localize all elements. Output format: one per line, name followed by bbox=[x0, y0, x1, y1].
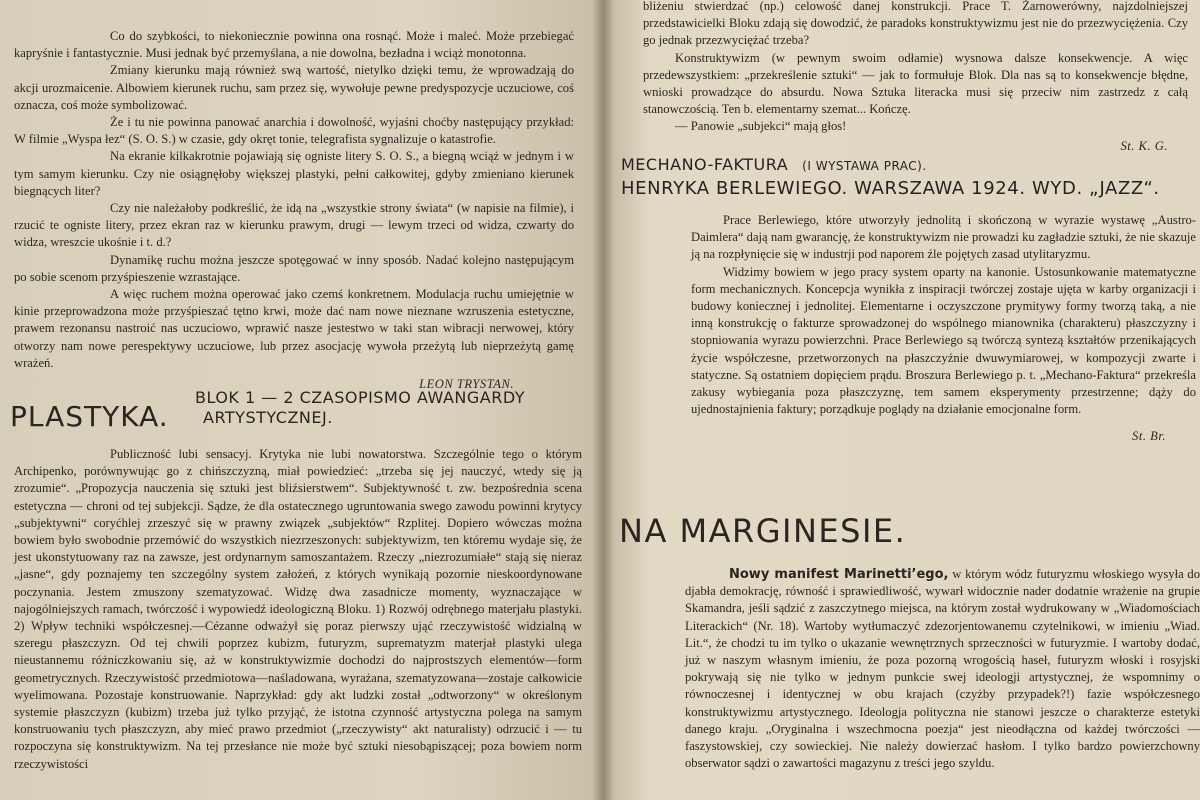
paragraph bbox=[685, 566, 1200, 772]
paragraph-text: w którym wódz futuryzmu włoskiego wysyła do djabła demokrację, równość i sprawiedliwość, wywarł widocznie nader dodatnie wrażenie na grupie Skamandra, jeśli sądzić z zaszczytnego miejsca, na którym został wydrukowany w „Wiadomościach Literackich“ (Nr. 18). Wartoby wytłumaczyć zdezorjentowanemu czytelnikowi, w imieniu „Wiad. Lit.“, że chodzi tu im tylko o ukazanie wewnętrznych sprzeczności w futuryzmie. I wartoby dodać, już w naszym własnym imieniu, że poza pozorną wrogością haseł, futuryzm włoski i rosyjski pokrywają się nie tylko w jednym punkcie swej ideologji artystycznej, że wspomnimy o równoczesnej i identycznej w obu krajach (czyżby przypadek?!) fazie współczesnego konstruktywizmu artystycznego. Ideologja polityczna nie stanowi jeszcze o charakterze estetyki danego kraju. „Oryginalna i wszechmocna poezja“ jest nieodłączna od każdej twórczości — faszystowskiej, czy sowieckiej. Nie należy dowierzać hasłom. I tylko bardzo powierzchowny obserwator sądzi o zawartości magazynu z treści jego szyldu. bbox=[685, 567, 1200, 771]
paragraph: Że i tu nie powinna panować anarchia i dowolność, wyjaśni choćby następujący przykład: W filmie „Wyspa łez“ (S. O. S.) w czasie, gdy okręt tonie, telegrafista sygnalizuje o katastrofie. bbox=[14, 115, 574, 147]
mechano-article bbox=[691, 212, 1196, 446]
heading-line bbox=[621, 155, 1191, 174]
paragraph: Czy nie należałoby podkreślić, że idą na „wszystkie strony świata“ (w napisie na filmie), i rzucić te ogniste litery, przez ekran raz w kierunku prawym, drugi — lewym trzeci od widza, czwarty do widza, wreszcie ukośnie i t. d.? bbox=[14, 201, 574, 250]
na-marginesie-title: NA MARGINESIE. bbox=[619, 512, 907, 550]
mechano-heading bbox=[621, 155, 1191, 199]
section-title: PLASTYKA. bbox=[10, 400, 169, 433]
author-signature: LEON TRYSTAN. bbox=[419, 377, 514, 392]
heading-line: HENRYKA BERLEWIEGO. WARSZAWA 1924. WYD. „JAZZ“. bbox=[621, 178, 1160, 199]
heading-main: MECHANO-FAKTURA bbox=[621, 155, 789, 174]
book-gutter bbox=[592, 0, 614, 800]
paragraph: Co do szybkości, to niekoniecznie powinna ona rosnąć. Może i maleć. Może przebiegać kapryśnie i fantastycznie. Musi jednak być przemyślana, a nie dowolna, bezładna i wciąż monotonna. bbox=[14, 29, 574, 61]
subtitle-line: ARTYSTYCZNEJ. bbox=[203, 408, 333, 427]
right-page bbox=[603, 0, 1200, 800]
author-signature: St. K. G. bbox=[1120, 138, 1168, 153]
paragraph: Publiczność lubi sensacyj. Krytyka nie lubi nowatorstwa. Szczególnie tego o którym Archipenko, porównywując go z chińszczyzną, miał powiedzieć: „trzeba się jej nauczyć, wtedy się ją zrozumie“. „Propozycja nauczenia się sztuki jest bliźsierstwem“. Subjektywność t. zw. bezpośrednia scena estetyczna — chroni od tej subjekcji. Sądze, że dla ostatecznego ugruntowania swego zawodu powinni krytycy „subjektywni“ coryćhlej zrzeszyć się w prawny związek „subjektów“ Rzplitej. Dopiero wówczas można bowiem było swobodnie przemówić do wszystkich niezrzeszonych: subjektywizm, ten któremu wydaje się, że jest ukonstytuowany raz na zawsze, jest ordynarnym samoszantażem. Rzeczy „niezrozumiałe“ stają się nieraz „jasne“, gdy poznajemy ten szczególny system założeń, z których wynikają pozornie nieskoordynowane poczynania. Jestem zmuszony szematyzować. Widzę dwa zasadnicze momenty, wyznaczające w najogólniejszych ramach, twórczość i wypowiedź ideologiczną Bloku. 1) Rozwój odrębnego materjału plastyki. 2) Wpływ techniki współczesnej.—Cézanne odważył się poraz pierwszy ująć rzeczywistość widzialną w szeregu płaszczyzn. Od tej chwili poprzez kubizm, futuryzm, suprematyzm materjał plastyki ulega nieustannemu różniczkowaniu się, aż w konstruktywizmie dochodzi do najprostszych elementów—form geometrycznych. Rzeczywistość przedmiotowa—naśladowana, wyrażana, szematyzowana—zostaje całkowicie wyelimowana. Pozostaje konstruowanie. Naprzykład: gdy akt ludzki został „odtworzony“ w określonym systemie płaszczyzn (kubizm) trzeba już tylko przyjąć, że istotna czynność artystyczna polega na samym konstruowaniu tych płaszczyzn, aby mieć prawo przedmiot („rzeczywisty“ akt naturalisty) odrzucić i — tu rozpoczyna się konstruktywizm. Na tej przesłance nie może być sztuki niesobąpiszącej; poza bowiem norm rzeczywistości bbox=[14, 447, 582, 771]
paragraph: Prace Berlewiego, które utworzyły jednolitą i skończoną w wyrazie wystawę „Austro-Daimlera“ dają nam gwarancję, że konstruktywizm nie prowadzi ku zagładzie sztuki, że nie skazuje ją na rozpłynięcie się w industrji pod naporem źle pojętych zasad utylitaryzmu. bbox=[691, 213, 1196, 262]
plastyka-continuation bbox=[643, 0, 1188, 155]
section-heading bbox=[10, 388, 595, 444]
heading-small: (I WYSTAWA PRAC). bbox=[802, 159, 927, 173]
paragraph: — Panowie „subjekci“ mają głos! bbox=[675, 119, 847, 134]
paragraph: Na ekranie kilkakrotnie pojawiają się ogniste litery S. O. S., a biegną wciąż w jednym i w tym samym kierunku. Czy nie osiągnęłoby większej plastyki, pełni całkowitej, gdyby zmieniano kierunek biegnących liter? bbox=[14, 149, 574, 198]
paragraph: A więc ruchem można operować jako czemś konkretnem. Modulacja ruchu umiejętnie w kinie przeprowadzona może przyśpieszać tętno krwi, może dać nam nowe nieznane wzruszenia estetyczne, prawem rezonansu nastroić nas uczuciowo, wprawić nasze jestestwo w taki stan wibracji nerwowej, który otworzy nam nowe perespektywy uczuciowe, lub przez asocjację wywoła przeżytą lub nieprzeżytą gamę wrażeń. bbox=[14, 287, 574, 370]
subtitle-line: BLOK 1 — 2 CZASOPISMO AWANGARDY bbox=[195, 388, 526, 407]
na-marginesie-article bbox=[685, 566, 1200, 772]
plastyka-body bbox=[14, 446, 582, 773]
section-subtitle bbox=[195, 388, 525, 428]
paragraph: Widzimy bowiem w jego pracy system oparty na kanonie. Ustosunkowanie matematyczne form mechanicznych. Koncepcja wynikła z inspiracji twórczej zostaje ujęta w karby organizacji i budowy koniecznej i jednolitej. Elementarne i oczyszczone prymitywy formy tworzą taką, a nie inną konstrukcję o fakturze sprowadzonej do wspólnego mianownika (charakteru) płaszczyzny i stopniowania wyrazu powierzchni. Prace Berlewiego są twórczą syntezą kształtów przenikających życie współczesne, przetworzonych na płaszczyźnie dwuwymiarowej, w kompozycji zwarte i statyczne. Są ostatniem dopięciem prądu. Broszura Berlewiego p. t. „Mechano-Faktura“ przekreśla zakusy wybiegania poza płaszczyznę, tem samem eksperymenty przestrzenne; dąży do ujednostajnienia faktury; porządkuje poglądy na działanie emocjonalne form. bbox=[691, 264, 1196, 417]
film-article bbox=[14, 28, 574, 393]
bold-lead: Nowy manifest Marinetti’ego, bbox=[729, 567, 949, 582]
author-signature: St. Br. bbox=[1132, 429, 1166, 444]
paragraph: Zmiany kierunku mają również swą wartość, nietylko dzięki temu, że wprowadzają do akcji urozmaicenie. Albowiem kierunek ruchu, sam przez się, wywołuje pewne predyspozycje uczuciowe, coś oznacza, coś może symbolizować. bbox=[14, 63, 574, 112]
paragraph: bliżeniu stwierdzać (np.) celowość danej konstrukcji. Prace T. Żarnowerówny, najzdolniejszej przedstawicielki Bloku zdają się dowodzić, że paradoks konstruktywizmu jest nie do przezwyciężenia. Czy go jednak przezwyciężać trzeba? bbox=[643, 0, 1188, 48]
paragraph: Konstruktywizm (w pewnym swoim odłamie) wysnowa dalsze konsekwencje. A więc przedewszystkiem: „przekreślenie sztuki“ — jak to formułuje Blok. Dla nas są to konsekwencje błędne, wnioski prowadzące do absurdu. Nowa Sztuka literacka musi się przeciw nim zastrzedz z całą stanowczością. Ten b. elementarny szemat... Kończę. bbox=[643, 50, 1188, 117]
paragraph: Dynamikę ruchu można jeszcze spotęgować w inny sposób. Nadać kolejno następującym po sobie scenom przyśpieszenie wzrastające. bbox=[14, 252, 574, 284]
